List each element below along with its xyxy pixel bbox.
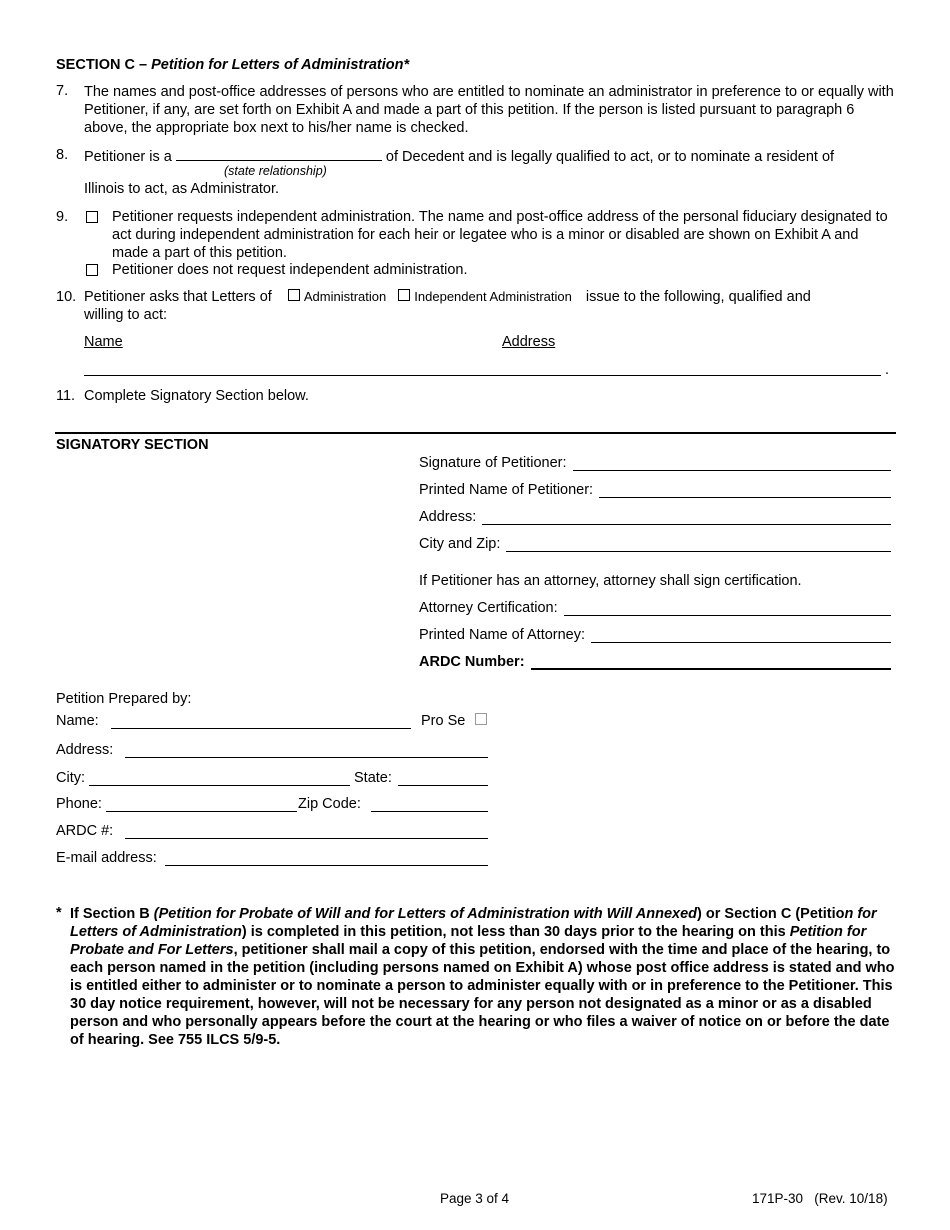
item-10-line1: Petitioner asks that Letters of Administration Independent Administration issue to the following, qualified and — [84, 289, 811, 305]
signature-petitioner-field[interactable] — [573, 457, 891, 471]
name-column-header: Name — [84, 334, 123, 350]
prepared-state-row: State: — [354, 770, 488, 786]
signatory-title: SIGNATORY SECTION — [56, 437, 209, 453]
prepared-ardc-field[interactable] — [125, 825, 488, 839]
section-c-heading: SECTION C – Petition for Letters of Administration* — [56, 57, 410, 73]
prepared-phone-field[interactable] — [106, 798, 297, 812]
relationship-field[interactable] — [176, 147, 382, 161]
item-10-number: 10. — [56, 289, 77, 305]
pro-se-checkbox[interactable] — [475, 713, 487, 725]
prepared-email-row: E-mail address: — [56, 850, 488, 866]
item-7-number: 7. — [56, 83, 69, 99]
prepared-city-field[interactable] — [89, 772, 350, 786]
prepared-city-row: City: — [56, 770, 350, 786]
item-9-option1: Petitioner requests independent administration. The name and post-office address of the personal fiduciary designated to act during independent administration for each heir or legatee who is a minor or disabled are shown on Exhibit A and made a part of this petition. — [112, 209, 888, 261]
item-7-text: The names and post-office addresses of persons who are entitled to nominate an administrator in preference to or equally with Petitioner, if any, are set forth on Exhibit A and made a part of this petition. If the person is listed pursuant to paragraph 6 above, the appropriate box next to his/her name is checked. — [84, 84, 894, 136]
item-9-number: 9. — [56, 209, 69, 225]
footnote-text: If Section B (Petition for Probate of Will and for Letters of Administration with Will Annexed) or Section C (Petition for Letters of Administration) is completed in this petition, not less than 30 days prior to the hearing on this Petition for Probate and For Letters, petitioner shall mail a copy of this petition, endorsed with the time and place of the hearing, to each person named in the petition (including persons named on Exhibit A) whose post office address is stated and who is entitled either to administer or to nominate a person to administer equally with or in preference to the Petitioner. This 30 day notice requirement, however, will not be necessary for any person not designated as a minor or as a disabled person and who personally appears before the court at the hearing or who files a waiver of notice on or before the date of hearing. See 755 ILCS 5/9-5. — [70, 906, 895, 1048]
prepared-address-row: Address: — [56, 742, 488, 758]
prepared-email-field[interactable] — [165, 852, 488, 866]
prepared-zip-row: Zip Code: — [298, 796, 488, 812]
printed-petitioner-row: Printed Name of Petitioner: — [419, 482, 891, 498]
name-address-line[interactable] — [84, 375, 881, 376]
prepared-state-field[interactable] — [398, 772, 488, 786]
item-11-number: 11. — [56, 388, 76, 404]
ardc-number-row: ARDC Number: — [419, 654, 891, 670]
line-period: . — [885, 362, 890, 378]
prepared-address-field[interactable] — [125, 744, 488, 758]
item-8-line2: Illinois to act, as Administrator. — [84, 181, 280, 197]
signature-petitioner-row: Signature of Petitioner: — [419, 455, 891, 471]
prepared-by-title: Petition Prepared by: — [56, 691, 192, 707]
prepared-phone-row: Phone: — [56, 796, 297, 812]
prepared-ardc-row: ARDC #: — [56, 823, 488, 839]
printed-attorney-field[interactable] — [591, 629, 891, 643]
prepared-name-row: Name: — [56, 713, 411, 729]
relationship-caption: (state relationship) — [224, 164, 327, 178]
ardc-number-field[interactable] — [531, 655, 891, 670]
independent-admin-checkbox[interactable] — [86, 211, 98, 223]
attorney-cert-field[interactable] — [564, 602, 891, 616]
pro-se-row: Pro Se — [421, 713, 491, 729]
item-8-line1: Petitioner is a of Decedent and is legally qualified to act, or to nominate a resident of — [84, 149, 835, 165]
printed-petitioner-field[interactable] — [599, 484, 891, 498]
petitioner-city-zip-row: City and Zip: — [419, 536, 891, 552]
item-11-text: Complete Signatory Section below. — [84, 388, 309, 404]
prepared-zip-field[interactable] — [371, 798, 488, 812]
address-column-header: Address — [502, 334, 556, 350]
form-number: 171P-30 (Rev. 10/18) — [752, 1191, 888, 1206]
prepared-name-field[interactable] — [111, 715, 411, 729]
printed-attorney-row: Printed Name of Attorney: — [419, 627, 891, 643]
signatory-divider — [55, 432, 896, 434]
no-independent-admin-checkbox[interactable] — [86, 264, 98, 276]
independent-administration-checkbox[interactable] — [398, 289, 410, 301]
item-8-number: 8. — [56, 147, 69, 163]
attorney-cert-row: Attorney Certification: — [419, 600, 891, 616]
page-number: Page 3 of 4 — [440, 1191, 510, 1206]
petitioner-city-zip-field[interactable] — [506, 538, 891, 552]
petitioner-address-field[interactable] — [482, 511, 891, 525]
item-9-option2: Petitioner does not request independent administration. — [112, 262, 468, 278]
attorney-note: If Petitioner has an attorney, attorney shall sign certification. — [419, 573, 802, 589]
administration-checkbox[interactable] — [288, 289, 300, 301]
petitioner-address-row: Address: — [419, 509, 891, 525]
item-10-line2: willing to act: — [84, 307, 168, 323]
footnote-star: * — [56, 905, 62, 921]
